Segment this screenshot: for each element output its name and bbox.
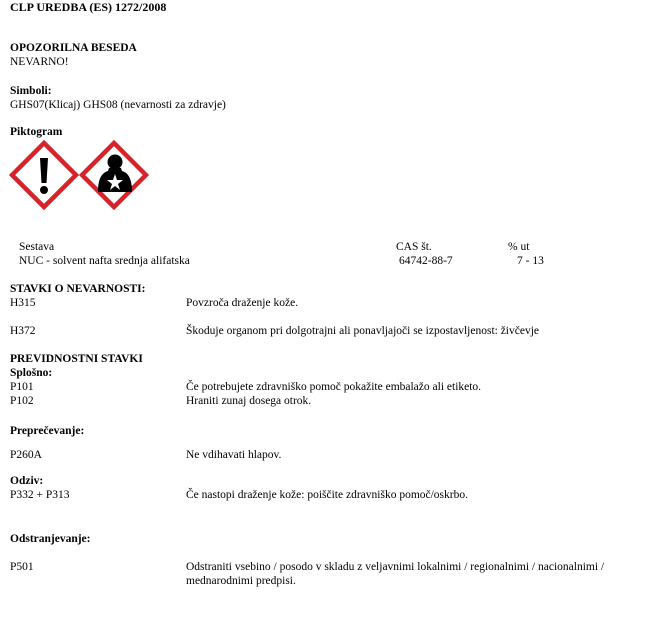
precaution-code-p102: P102: [10, 395, 34, 407]
health-hazard-icon: [79, 140, 149, 210]
precaution-text-p102: Hraniti zunaj dosega otrok.: [186, 395, 312, 407]
response-heading: Odziv:: [10, 475, 44, 487]
composition-header-substance: Sestava: [19, 241, 55, 253]
hazard-heading: STAVKI O NEVARNOSTI:: [10, 283, 146, 295]
composition-row-percent: 7 - 13: [517, 255, 544, 267]
hazard-text-h315: Povzroča draženje kože.: [186, 297, 299, 309]
precaution-text-p501: Odstraniti vsebino / posodo v skladu z veljavnimi lokalnimi / regionalnimi / nacionalnimi / mednarodnimi predpisi.: [186, 561, 605, 587]
general-heading: Splošno:: [10, 367, 53, 379]
composition-header-percent: % ut: [508, 241, 530, 253]
precaution-text-p260a: Ne vdihavati hlapov.: [186, 449, 282, 461]
precaution-heading: PREVIDNOSTNI STAVKI: [10, 353, 143, 365]
composition-row-name: NUC - solvent nafta srednja alifatska: [19, 255, 190, 267]
disposal-heading: Odstranjevanje:: [10, 533, 91, 545]
pictogram-heading: Piktogram: [10, 126, 63, 138]
symbols-value: GHS07(Klicaj) GHS08 (nevarnosti za zdravje): [10, 99, 226, 111]
precaution-code-p101: P101: [10, 381, 34, 393]
hazard-code-h372: H372: [10, 325, 36, 337]
precaution-code-p501: P501: [10, 561, 34, 573]
hazard-code-h315: H315: [10, 297, 36, 309]
hazard-text-h372: Škoduje organom pri dolgotrajni ali ponavljajoči se izpostavljenost: živčevje: [186, 325, 540, 337]
composition-header-cas: CAS št.: [396, 241, 432, 253]
prevention-heading: Preprečevanje:: [10, 425, 85, 437]
composition-row-cas: 64742-88-7: [399, 255, 453, 267]
precaution-code-p332-p313: P332 + P313: [10, 489, 70, 501]
precaution-code-p260a: P260A: [10, 449, 42, 461]
document-title: CLP UREDBA (ES) 1272/2008: [10, 0, 167, 14]
signal-word-heading: OPOZORILNA BESEDA: [10, 42, 137, 54]
signal-word-value: NEVARNO!: [10, 56, 69, 68]
symbols-heading: Simboli:: [10, 85, 52, 97]
precaution-text-p332-p313: Če nastopi draženje kože: poiščite zdravniško pomoč/oskrbo.: [186, 489, 468, 501]
precaution-text-p101: Če potrebujete zdravniško pomoč pokažite embalažo ali etiketo.: [186, 381, 482, 393]
exclamation-mark-icon: [9, 140, 79, 210]
